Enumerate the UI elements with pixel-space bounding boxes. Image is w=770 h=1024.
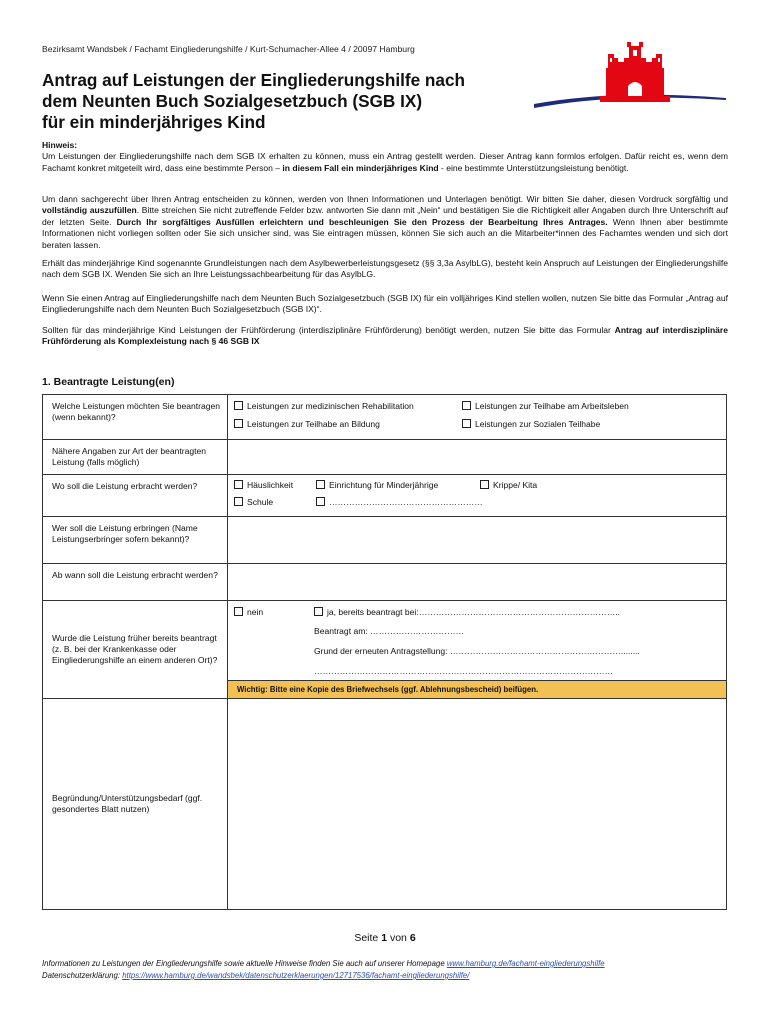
title-line-2: dem Neunten Buch Sozialgesetzbuch (SGB IX) [42, 91, 423, 111]
intro-p2b: vollständig auszufüllen [42, 205, 137, 216]
option-label: ……………………………………………… [329, 497, 483, 507]
table-row [43, 440, 727, 475]
option-label: Einrichtung für Minderjährige [329, 480, 439, 490]
frueher-options-cell [228, 601, 727, 681]
checkbox-icon [234, 401, 243, 410]
checkbox-krippe-kita[interactable] [480, 480, 537, 491]
intro-p5b: Antrag auf interdisziplinäre Frühförderung als Komplexleistung nach § 46 SGB IX [42, 325, 728, 347]
option-label: Häuslichkeit [247, 480, 294, 490]
row-label-frueher: Wurde die Leistung früher bereits beantragt (z. B. bei der Krankenkasse oder Eingliederungshilfe an einem anderen Ort)? [43, 601, 228, 699]
intro-p4: Wenn Sie einen Antrag auf Eingliederungshilfe nach dem Neunten Buch Sozialgesetzbuch (SGB IX) für ein volljähriges Kind stellen wollen, nutzen Sie bitte das Formular „Antrag auf Eingliederungshilfe nach dem Neunten Buch Sozialgesetzbuch (SGB IX)“. [42, 293, 728, 315]
row-label-wo: Wo soll die Leistung erbracht werden? [43, 475, 228, 517]
page-number [0, 932, 770, 944]
checkbox-sonstiges[interactable] [316, 497, 483, 508]
option-label: Leistungen zur Teilhabe am Arbeitsleben [475, 401, 629, 411]
table-row [43, 475, 727, 517]
checkbox-icon [462, 419, 471, 428]
hint-label: Hinweis: [42, 140, 78, 150]
checkbox-icon [234, 607, 243, 616]
title-line-1: Antrag auf Leistungen der Eingliederungshilfe nach [42, 70, 466, 90]
checkbox-med-reha[interactable] [234, 401, 414, 412]
begruendung-input-cell[interactable] [228, 699, 727, 910]
page-mid: von [387, 932, 410, 944]
beantragt-am-field[interactable]: Beantragt am: …………………………… [314, 626, 465, 636]
option-label: Krippe/ Kita [493, 480, 538, 490]
table-row [43, 699, 727, 910]
table-row [43, 517, 727, 564]
intro-p2 [42, 194, 728, 251]
intro-p2e: Wenn Ihnen aber bestimmte Informationen nicht vorliegen sollten oder Sie sich unsicher sind, was Sie eintragen müssen, können Sie sich auch an die Mitarbeiter*innen des Fachamtes wenden und sich dort beraten lassen. [42, 216, 728, 250]
option-label: Schule [247, 497, 274, 507]
row-label-naehere: Nähere Angaben zur Art der beantragten Leistung (falls möglich) [43, 440, 228, 475]
intro-p1b: in diesem Fall ein minderjähriges Kind [282, 162, 439, 173]
welche-options-cell [228, 395, 727, 440]
page-total: 6 [409, 932, 416, 944]
footer-note [42, 958, 605, 982]
checkbox-arbeitsleben[interactable] [462, 401, 629, 412]
wer-input-cell[interactable] [228, 517, 727, 564]
section-heading: 1. Beantragte Leistung(en) [42, 376, 175, 388]
page-prefix: Seite [354, 932, 382, 944]
row-label-ab-wann: Ab wann soll die Leistung erbracht werden? [43, 564, 228, 601]
page-current: 1 [381, 932, 388, 944]
footer-info-text: Informationen zu Leistungen der Eingliederungshilfe sowie aktuelle Hinweise finden Sie auch auf unserer Homepage [42, 959, 447, 968]
checkbox-icon [316, 497, 325, 506]
warning-note: Wichtig: Bitte eine Kopie des Briefwechsels (ggf. Ablehnungsbescheid) beifügen. [228, 681, 727, 699]
title-line-3: für ein minderjähriges Kind [42, 112, 266, 132]
option-label: Leistungen zur medizinischen Rehabilitation [247, 401, 414, 411]
intro-p1a: Um Leistungen der Eingliederungshilfe nach dem SGB IX erhalten zu können, muss ein Antrag gestellt werden. Dieser Antrag kann formlos erfolgen. Dafür reicht es, wenn dem Fachamt konkret mitgeteilt wird, dass eine bestimmte Person – [42, 151, 728, 173]
checkbox-bildung[interactable] [234, 419, 380, 430]
checkbox-icon [316, 480, 325, 489]
row-label-wer: Wer soll die Leistung erbringen (Name Leistungserbringer sofern bekannt)? [43, 517, 228, 564]
naehere-input-cell[interactable] [228, 440, 727, 475]
extra-dotted-line[interactable]: …………………………………………………………………………………………… [314, 666, 614, 676]
checkbox-ja-beantragt[interactable] [314, 607, 620, 618]
intro-p5 [42, 325, 728, 348]
intro-p2c: . Bitte streichen Sie nicht zutreffende Felder bzw. antworten Sie dann mit „Nein“ und bestätigen Sie die Richtigkeit aller Angaben durch Ihre Unterschrift auf der letzten Seite. [42, 205, 728, 227]
checkbox-nein[interactable] [234, 607, 263, 618]
checkbox-icon [480, 480, 489, 489]
checkbox-icon [314, 607, 323, 616]
checkbox-icon [234, 480, 243, 489]
option-label: Leistungen zur Sozialen Teilhabe [475, 419, 601, 429]
wo-options-cell [228, 475, 727, 517]
option-label: Leistungen zur Teilhabe an Bildung [247, 419, 380, 429]
option-label: ja, bereits beantragt bei:…………………………………………………………….. [327, 607, 621, 617]
row-label-begruendung: Begründung/Unterstützungsbedarf (ggf. gesondertes Blatt nutzen) [43, 699, 228, 910]
intro-p2d: Durch Ihr sorgfältiges Ausfüllen erleichtern und beschleunigen Sie den Prozess der Bearbeitung Ihres Antrages. [116, 216, 608, 227]
header-address: Bezirksamt Wandsbek / Fachamt Eingliederungshilfe / Kurt-Schumacher-Allee 4 / 20097 Hamburg [42, 44, 415, 54]
checkbox-icon [234, 419, 243, 428]
table-row [43, 395, 727, 440]
privacy-label: Datenschutzerklärung: [42, 971, 123, 980]
checkbox-schule[interactable] [234, 497, 273, 508]
hamburg-castle-logo-icon [530, 42, 730, 114]
row-label-welche: Welche Leistungen möchten Sie beantragen (wenn bekannt)? [43, 395, 228, 440]
ab-wann-input-cell[interactable] [228, 564, 727, 601]
table-row [43, 601, 727, 681]
application-form-table [42, 394, 727, 910]
checkbox-icon [462, 401, 471, 410]
privacy-link[interactable]: https://www.hamburg.de/wandsbek/datenschutzerklaerungen/12717536/fachamt-eingliederungshilfe/ [122, 971, 470, 980]
option-label: nein [247, 607, 264, 617]
checkbox-einrichtung[interactable] [316, 480, 438, 491]
table-row [43, 564, 727, 601]
intro-p3: Erhält das minderjährige Kind sogenannte Grundleistungen nach dem Asylbewerberleistungsgesetz (§§ 3,3a AsylbLG), besteht kein Anspruch auf Leistungen der Eingliederungshilfe nach dem SGB IX. Wenden Sie sich an Ihre Leistungssachbearbeitung für das AsylbLG. [42, 258, 728, 280]
checkbox-icon [234, 497, 243, 506]
homepage-link[interactable]: www.hamburg.de/fachamt-eingliederungshilfe [446, 959, 605, 968]
intro-p5a: Sollten für das minderjährige Kind Leistungen der Frühförderung (interdisziplinäre Frühförderung) benötigt werden, nutzen Sie bitte das Formular [42, 325, 615, 335]
intro-p2a: Um dann sachgerecht über Ihren Antrag entscheiden zu können, werden von Ihnen Informationen und Unterlagen benötigt. Wir bitten Sie daher, diesen Vordruck sorgfältig und [42, 194, 728, 204]
intro-p1c: - eine bestimmte Unterstützungsleistung benötigt. [438, 162, 629, 173]
checkbox-soziale-teilhabe[interactable] [462, 419, 600, 430]
grund-field[interactable]: Grund der erneuten Antragstellung: ……………………………………………………........ [314, 646, 640, 656]
checkbox-haeuslichkeit[interactable] [234, 480, 293, 491]
page-title [42, 70, 512, 133]
intro-hint [42, 140, 728, 174]
